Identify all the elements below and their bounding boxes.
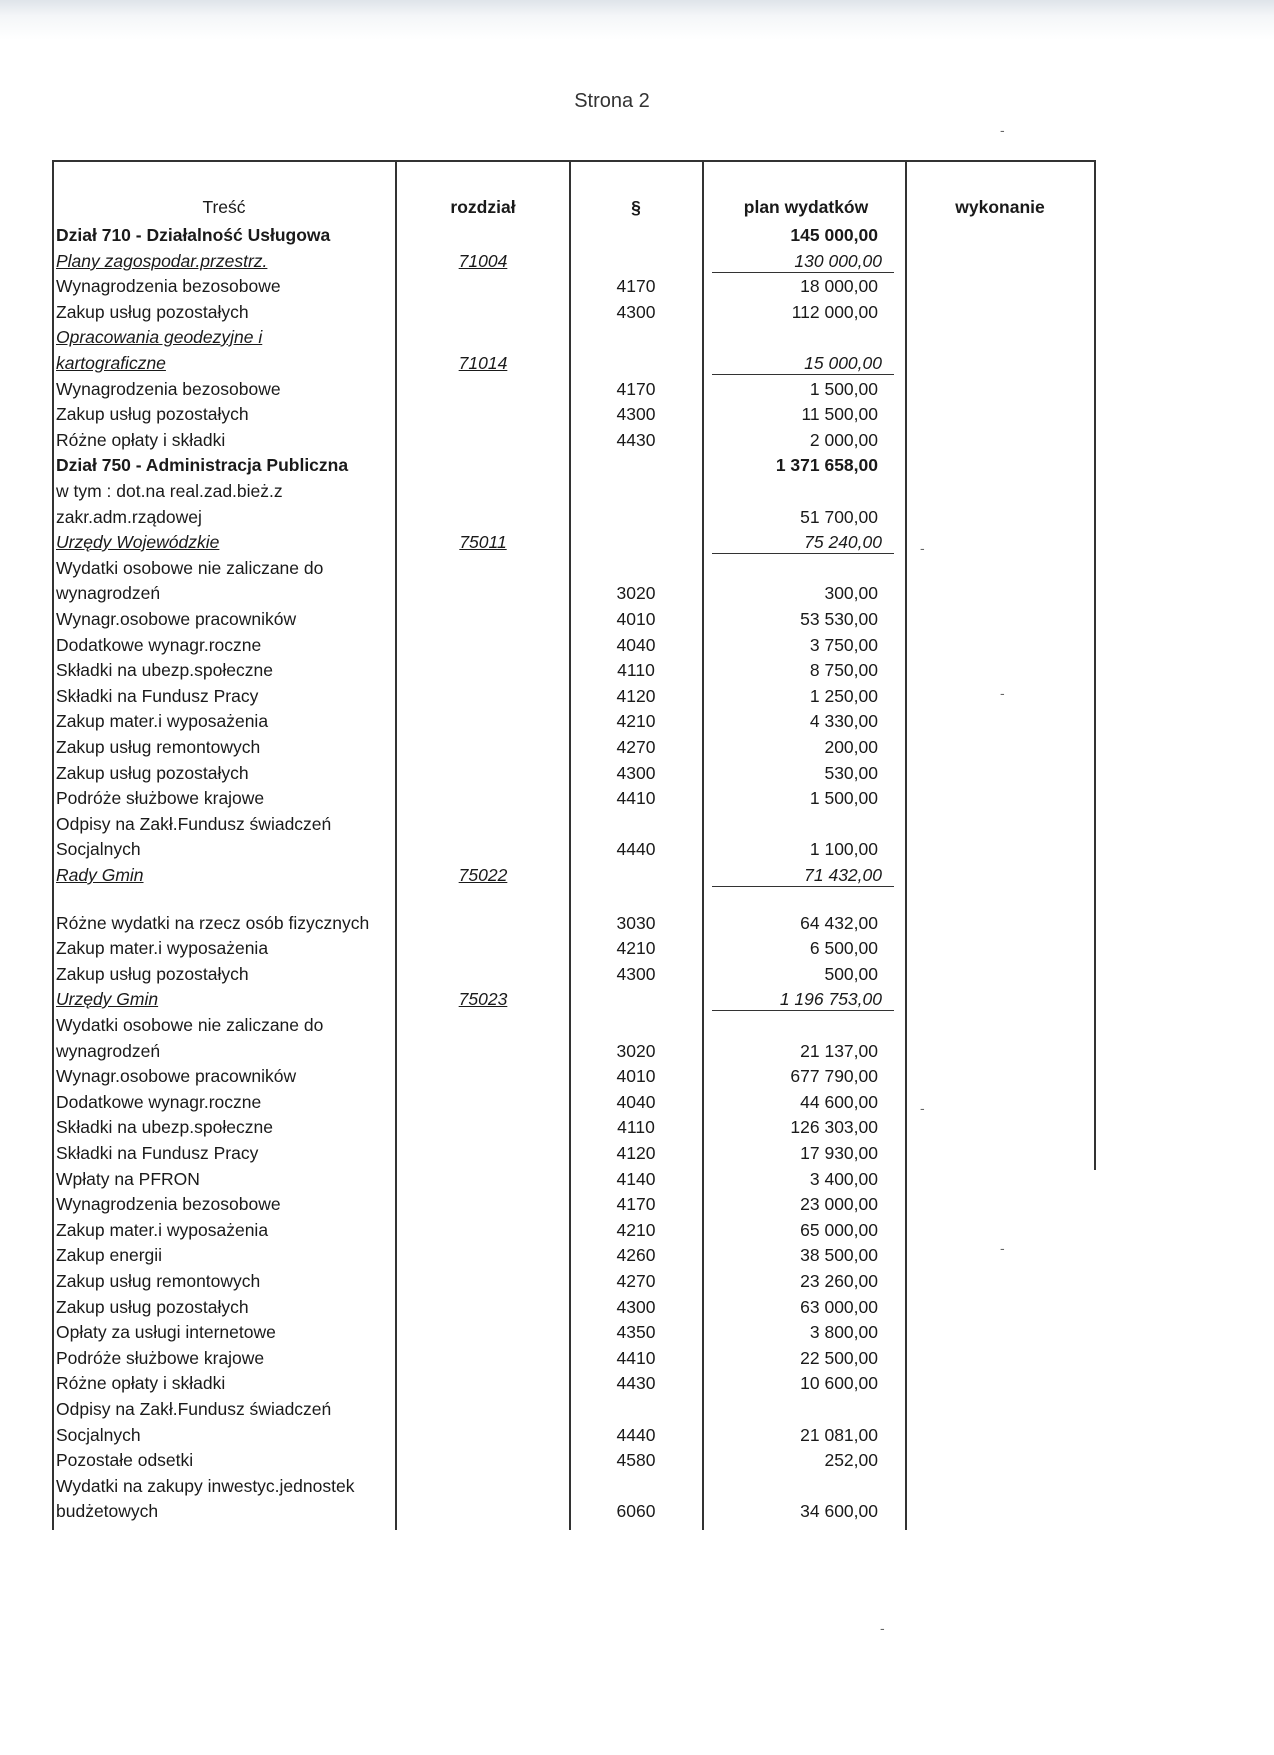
table-row — [0, 1217, 1274, 1241]
table-row — [0, 935, 1274, 959]
table-row — [0, 299, 1274, 323]
cell-tresc: Podróże służbowe krajowe — [56, 788, 265, 808]
table-row — [0, 1268, 1274, 1292]
cell-rozdzial: 71004 — [458, 251, 508, 271]
cell-paragraf: 4170 — [616, 276, 656, 296]
table-row — [0, 1089, 1274, 1113]
table-row — [0, 1345, 1274, 1369]
cell-tresc: Zakup energii — [56, 1245, 163, 1265]
cell-tresc: Wydatki na zakupy inwestyc.jednostek — [56, 1476, 355, 1496]
scan-speck: - — [920, 1100, 925, 1116]
table-row — [0, 1166, 1274, 1190]
table-row — [0, 1114, 1274, 1138]
cell-plan: 677 790,00 — [790, 1066, 878, 1086]
cell-plan: 1 196 753,00 — [712, 988, 894, 1011]
table-row — [0, 555, 1274, 579]
cell-tresc: Wynagrodzenia bezosobowe — [56, 1194, 281, 1214]
cell-tresc: Wynagr.osobowe pracowników — [56, 609, 297, 629]
cell-plan: 500,00 — [824, 964, 878, 984]
cell-paragraf: 4260 — [616, 1245, 656, 1265]
cell-tresc: Dodatkowe wynagr.roczne — [56, 1092, 262, 1112]
cell-paragraf: 4010 — [616, 609, 656, 629]
cell-plan: 4 330,00 — [809, 711, 878, 731]
table-row — [0, 632, 1274, 656]
scan-speck: - — [1000, 122, 1005, 138]
cell-paragraf: 4300 — [616, 763, 656, 783]
cell-plan: 34 600,00 — [800, 1501, 878, 1521]
cell-plan: 64 432,00 — [800, 913, 878, 933]
table-row — [0, 478, 1274, 502]
cell-paragraf: 4170 — [616, 1194, 656, 1214]
cell-paragraf: 4040 — [616, 635, 656, 655]
table-row — [0, 401, 1274, 425]
cell-tresc: Wydatki osobowe nie zaliczane do — [56, 558, 324, 578]
cell-tresc: w tym : dot.na real.zad.bież.z — [56, 481, 283, 501]
table-row — [0, 708, 1274, 732]
cell-paragraf: 4430 — [616, 1373, 656, 1393]
cell-tresc: Zakup usług pozostałych — [56, 763, 249, 783]
subsection-row — [0, 248, 1274, 272]
scan-top-tint — [0, 0, 1274, 40]
table-row — [0, 1063, 1274, 1087]
cell-plan: 300,00 — [824, 583, 878, 603]
table-row — [0, 1038, 1274, 1062]
table-row — [0, 683, 1274, 707]
table-row — [0, 910, 1274, 934]
cell-paragraf: 4210 — [616, 938, 656, 958]
cell-paragraf: 4040 — [616, 1092, 656, 1112]
cell-tresc: Podróże służbowe krajowe — [56, 1348, 265, 1368]
cell-tresc: Odpisy na Zakł.Fundusz świadczeń — [56, 1399, 332, 1419]
cell-plan: 17 930,00 — [800, 1143, 878, 1163]
cell-plan: 112 000,00 — [791, 302, 878, 322]
cell-tresc: Wynagr.osobowe pracowników — [56, 1066, 297, 1086]
table-row — [0, 1294, 1274, 1318]
table-row — [0, 785, 1274, 809]
cell-paragraf: 3020 — [616, 1041, 656, 1061]
cell-tresc: Urzędy Wojewódzkie — [56, 532, 220, 552]
cell-paragraf: 4430 — [616, 430, 656, 450]
cell-tresc: Opracowania geodezyjne i — [56, 327, 263, 347]
table-row — [0, 811, 1274, 835]
table-row — [0, 427, 1274, 451]
table-row — [0, 580, 1274, 604]
cell-tresc: Zakup usług pozostałych — [56, 1297, 249, 1317]
subsection-row — [0, 862, 1274, 886]
cell-paragraf: 4270 — [616, 737, 656, 757]
cell-tresc: Dział 750 - Administracja Publiczna — [56, 455, 349, 475]
cell-tresc: wynagrodzeń — [56, 1041, 161, 1061]
cell-tresc: Wynagrodzenia bezosobowe — [56, 276, 281, 296]
cell-paragraf: 4410 — [616, 1348, 656, 1368]
cell-tresc: Zakup mater.i wyposażenia — [56, 1220, 269, 1240]
cell-tresc: Składki na Fundusz Pracy — [56, 686, 259, 706]
section-row — [0, 222, 1274, 246]
scan-speck: - — [1000, 685, 1005, 701]
cell-tresc: Urzędy Gmin — [56, 989, 159, 1009]
cell-tresc: zakr.adm.rządowej — [56, 507, 202, 527]
cell-tresc: Wpłaty na PFRON — [56, 1169, 200, 1189]
cell-plan: 145 000,00 — [790, 225, 878, 245]
cell-plan: 75 240,00 — [712, 531, 894, 554]
table-row — [0, 1370, 1274, 1394]
cell-plan: 126 303,00 — [790, 1117, 878, 1137]
cell-tresc: Odpisy na Zakł.Fundusz świadczeń — [56, 814, 332, 834]
cell-plan: 71 432,00 — [712, 864, 894, 887]
cell-paragraf: 4110 — [617, 1117, 655, 1137]
table-row — [0, 376, 1274, 400]
cell-plan: 6 500,00 — [809, 938, 878, 958]
cell-plan: 63 000,00 — [800, 1297, 878, 1317]
table-row — [0, 1498, 1274, 1522]
cell-plan: 38 500,00 — [800, 1245, 878, 1265]
cell-tresc: Socjalnych — [56, 1425, 141, 1445]
cell-tresc: Wydatki osobowe nie zaliczane do — [56, 1015, 324, 1035]
cell-tresc: Różne wydatki na rzecz osób fizycznych — [56, 913, 370, 933]
cell-plan: 1 500,00 — [809, 788, 878, 808]
cell-tresc: Opłaty za usługi internetowe — [56, 1322, 276, 1342]
cell-plan: 3 400,00 — [809, 1169, 878, 1189]
cell-paragraf: 4140 — [616, 1169, 656, 1189]
header-tresc: Treść — [202, 197, 246, 217]
cell-plan: 23 000,00 — [800, 1194, 878, 1214]
cell-paragraf: 4350 — [616, 1322, 656, 1342]
table-row — [0, 657, 1274, 681]
subsection-row — [0, 529, 1274, 553]
cell-plan: 53 530,00 — [800, 609, 878, 629]
page-header: Strona 2 — [574, 90, 650, 112]
cell-rozdzial: 75011 — [459, 532, 507, 552]
cell-plan: 18 000,00 — [800, 276, 878, 296]
table-row — [0, 1012, 1274, 1036]
cell-tresc: Zakup usług pozostałych — [56, 302, 249, 322]
cell-rozdzial: 75022 — [458, 865, 508, 885]
cell-paragraf: 4300 — [616, 1297, 656, 1317]
cell-paragraf: 3020 — [616, 583, 656, 603]
cell-paragraf: 4110 — [617, 660, 655, 680]
cell-paragraf: 4580 — [616, 1450, 656, 1470]
cell-tresc: kartograficzne — [56, 353, 166, 373]
cell-plan: 530,00 — [824, 763, 878, 783]
cell-tresc: Zakup usług remontowych — [56, 1271, 261, 1291]
table-header-row — [0, 194, 1274, 218]
cell-tresc: Dział 710 - Działalność Usługowa — [56, 225, 331, 245]
cell-paragraf: 4210 — [616, 1220, 656, 1240]
cell-tresc: Wynagrodzenia bezosobowe — [56, 379, 281, 399]
cell-paragraf: 4300 — [616, 964, 656, 984]
table-row — [0, 1191, 1274, 1215]
cell-plan: 200,00 — [824, 737, 878, 757]
table-row — [0, 1447, 1274, 1471]
cell-plan: 3 800,00 — [809, 1322, 878, 1342]
scan-speck: - — [880, 1620, 885, 1636]
cell-paragraf: 4010 — [616, 1066, 656, 1086]
cell-plan: 21 137,00 — [800, 1041, 878, 1061]
header-wykonanie: wykonanie — [955, 197, 1045, 217]
cell-tresc: Zakup mater.i wyposażenia — [56, 938, 269, 958]
cell-rozdzial: 75023 — [458, 989, 508, 1009]
cell-plan: 2 000,00 — [809, 430, 878, 450]
cell-paragraf: 4120 — [616, 686, 656, 706]
table-row — [0, 836, 1274, 860]
table-row — [0, 1396, 1274, 1420]
scan-speck: - — [1000, 1240, 1005, 1256]
cell-tresc: Zakup usług pozostałych — [56, 404, 249, 424]
section-row — [0, 452, 1274, 476]
header-paragraf: § — [631, 197, 641, 217]
cell-plan: 65 000,00 — [800, 1220, 878, 1240]
cell-paragraf: 4410 — [616, 788, 656, 808]
cell-tresc: Różne opłaty i składki — [56, 1373, 226, 1393]
table-row — [0, 504, 1274, 528]
cell-plan: 3 750,00 — [809, 635, 878, 655]
cell-plan: 22 500,00 — [800, 1348, 878, 1368]
cell-plan: 10 600,00 — [800, 1373, 878, 1393]
cell-tresc: Dodatkowe wynagr.roczne — [56, 635, 262, 655]
cell-paragraf: 4300 — [616, 404, 656, 424]
table-row — [0, 273, 1274, 297]
table-row — [0, 734, 1274, 758]
cell-plan: 51 700,00 — [800, 507, 878, 527]
cell-tresc: Zakup usług pozostałych — [56, 964, 249, 984]
cell-plan: 8 750,00 — [809, 660, 878, 680]
cell-paragraf: 4120 — [616, 1143, 656, 1163]
cell-paragraf: 6060 — [616, 1501, 656, 1521]
cell-tresc: Pozostałe odsetki — [56, 1450, 194, 1470]
header-plan: plan wydatków — [743, 197, 869, 217]
cell-plan: 1 500,00 — [809, 379, 878, 399]
table-row — [0, 1422, 1274, 1446]
cell-plan: 11 500,00 — [801, 404, 878, 424]
cell-plan: 252,00 — [824, 1450, 878, 1470]
cell-paragraf: 4210 — [616, 711, 656, 731]
cell-plan: 23 260,00 — [800, 1271, 878, 1291]
cell-paragraf: 4440 — [616, 839, 656, 859]
cell-tresc: budżetowych — [56, 1501, 159, 1521]
cell-plan: 1 371 658,00 — [775, 455, 878, 475]
cell-paragraf: 4170 — [616, 379, 656, 399]
cell-paragraf: 4300 — [616, 302, 656, 322]
cell-tresc: Składki na ubezp.społeczne — [56, 1117, 273, 1137]
subsection-row — [0, 986, 1274, 1010]
cell-paragraf: 3030 — [616, 913, 656, 933]
cell-tresc: Socjalnych — [56, 839, 141, 859]
cell-tresc: Rady Gmin — [56, 865, 144, 885]
cell-tresc: Zakup usług remontowych — [56, 737, 261, 757]
table-row — [0, 1319, 1274, 1343]
cell-tresc: wynagrodzeń — [56, 583, 161, 603]
cell-tresc: Plany zagospodar.przestrz. — [56, 251, 268, 271]
table-row — [0, 1473, 1274, 1497]
cell-plan: 15 000,00 — [712, 352, 894, 375]
subsection-row — [0, 350, 1274, 374]
cell-tresc: Składki na Fundusz Pracy — [56, 1143, 259, 1163]
table-row — [0, 961, 1274, 985]
header-rozdzial: rozdział — [450, 197, 516, 217]
cell-plan: 1 250,00 — [809, 686, 878, 706]
table-row — [0, 1242, 1274, 1266]
cell-plan: 21 081,00 — [800, 1425, 878, 1445]
cell-paragraf: 4270 — [616, 1271, 656, 1291]
table-row — [0, 760, 1274, 784]
cell-tresc: Różne opłaty i składki — [56, 430, 226, 450]
table-row — [0, 324, 1274, 348]
cell-plan: 130 000,00 — [712, 250, 894, 273]
cell-plan: 1 100,00 — [809, 839, 878, 859]
table-row — [0, 606, 1274, 630]
cell-tresc: Składki na ubezp.społeczne — [56, 660, 273, 680]
cell-paragraf: 4440 — [616, 1425, 656, 1445]
cell-tresc: Zakup mater.i wyposażenia — [56, 711, 269, 731]
cell-rozdzial: 71014 — [458, 353, 508, 373]
scan-speck: - — [920, 540, 925, 556]
table-row — [0, 1140, 1274, 1164]
cell-plan: 44 600,00 — [800, 1092, 878, 1112]
